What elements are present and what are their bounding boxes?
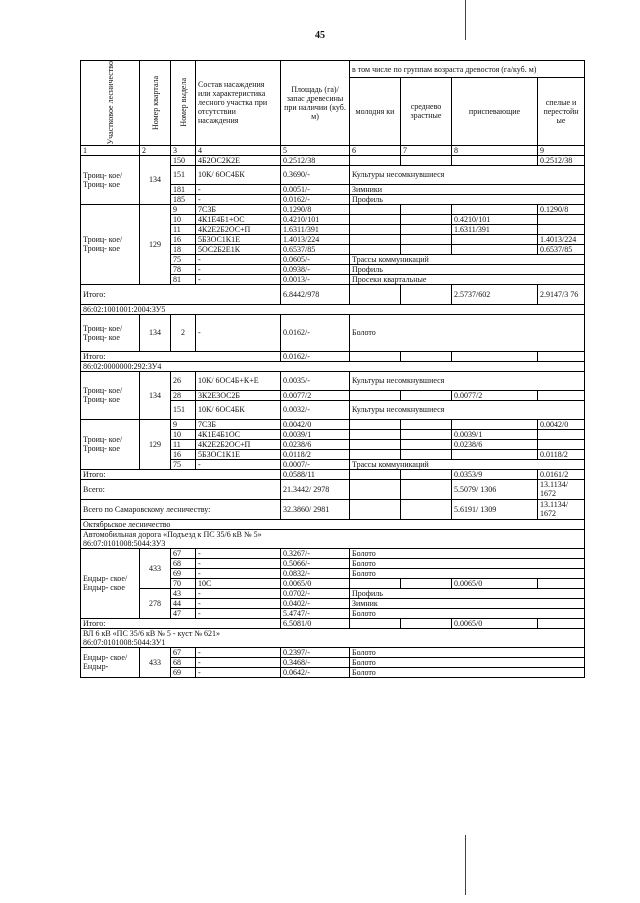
grand-total-area: 21.3442/ 2978 [281, 479, 350, 499]
area-cell: 0.0832/- [281, 568, 350, 578]
area-cell: 0.2397/- [281, 647, 350, 657]
sostav-cell: 4Б2ОС2К2Е [196, 155, 281, 165]
area-cell: 0.2512/38 [281, 155, 350, 165]
kvartal-cell: 134 [140, 314, 171, 351]
area-cell: 0.0007/- [281, 459, 350, 469]
cadastral-number: 86:07:0101008:5044:ЗУ3 [83, 538, 166, 548]
note-cell: Болото [350, 568, 585, 578]
kvartal-cell: 278 [140, 588, 171, 618]
area-cell: 0.6537/85 [281, 244, 350, 254]
vydel-cell: 67 [171, 647, 196, 657]
sostav-cell: - [196, 314, 281, 351]
area-cell: 0.0162/- [281, 314, 350, 351]
forest-plot-table [80, 60, 585, 678]
mature-cell: 0.6537/85 [538, 244, 585, 254]
total-ripening: 2.5737/602 [452, 284, 538, 304]
vydel-cell: 151 [171, 165, 196, 184]
sostav-cell: 10С [196, 578, 281, 588]
header-age-groups: в том числе по группам возраста древостоя (га/куб. м) [350, 61, 585, 78]
ripening-cell: 1.6311/391 [452, 224, 538, 234]
vydel-cell: 69 [171, 568, 196, 578]
total-area: 6.5081/0 [281, 618, 350, 628]
sostav-cell: 4К1Е4Б1+ОС [196, 214, 281, 224]
grand-total-label: Всего: [81, 479, 281, 499]
table-row [81, 647, 585, 657]
vydel-cell: 26 [171, 371, 196, 390]
col-num: 1 [81, 145, 140, 155]
area-cell: 0.5066/- [281, 558, 350, 568]
vydel-cell: 47 [171, 608, 196, 618]
note-cell: Трассы коммуникаций [350, 254, 585, 264]
ripening-cell: 0.0065/0 [452, 578, 538, 588]
vydel-cell: 9 [171, 419, 196, 429]
header-kvartal: Номер квартала [150, 75, 160, 130]
sostav-cell: 5Б3ОС1К1Е [196, 449, 281, 459]
lesnichestvo-cell: Троиц- кое/ Троиц- кое [81, 155, 140, 204]
note-cell: Трассы коммуникаций [350, 459, 585, 469]
vydel-cell: 185 [171, 194, 196, 204]
lesnichestvo-cell: Троиц- кое/ Троиц- кое [81, 314, 140, 351]
area-cell: 0.0051/- [281, 184, 350, 194]
sostav-cell: 4К1Е4Б1ОС [196, 429, 281, 439]
kvartal-cell: 433 [140, 647, 171, 677]
col-num: 4 [196, 145, 281, 155]
sostav-cell: - [196, 194, 281, 204]
note-cell: Просеки квартальные [350, 274, 585, 284]
area-cell: 0.0039/1 [281, 429, 350, 439]
forestry-total-ripening: 5.6191/ 1309 [452, 499, 538, 519]
header-vydel: Номер выдела [178, 78, 188, 128]
forestry-total-label: Всего по Самаровскому лесничеству: [81, 499, 281, 519]
area-cell: 0.0065/0 [281, 578, 350, 588]
cadastral-number: 86:07:0101008:5044:ЗУ1 [83, 637, 166, 647]
table-row [81, 155, 585, 165]
table-row [81, 419, 585, 429]
sostav-cell: - [196, 608, 281, 618]
note-cell: Культуры несомкнувшиеся [350, 400, 585, 419]
sostav-cell: 7С3Б [196, 419, 281, 429]
forestry-total-area: 32.3860/ 2981 [281, 499, 350, 519]
table-row [81, 548, 585, 558]
vydel-cell: 67 [171, 548, 196, 558]
area-cell: 0.0013/- [281, 274, 350, 284]
sostav-cell: 10К/ 6ОС4Б+К+Е [196, 371, 281, 390]
vydel-cell: 69 [171, 667, 196, 677]
ripening-cell: 0.0039/1 [452, 429, 538, 439]
area-cell: 0.0035/- [281, 371, 350, 390]
scan-mark [465, 835, 466, 895]
object-row [81, 628, 585, 647]
total-label: Итого: [81, 469, 281, 479]
note-cell: Культуры несомкнувшиеся [350, 371, 585, 390]
area-cell: 0.0238/6 [281, 439, 350, 449]
col-num: 9 [538, 145, 585, 155]
area-cell: 0.0162/- [281, 194, 350, 204]
total-label: Итого: [81, 284, 281, 304]
kvartal-cell: 129 [140, 419, 171, 469]
header-mature: спелые и перестойн ые [538, 78, 585, 146]
note-cell: Профиль [350, 194, 585, 204]
object-name: Автомобильная дорога «Подъезд к ПС 35/6 кВ № 5» [83, 529, 262, 539]
lesnichestvo-cell: Ендыр- ское/ Ендыр- ское [81, 548, 140, 618]
area-cell: 0.3690/- [281, 165, 350, 184]
vydel-cell: 10 [171, 214, 196, 224]
total-label: Итого: [81, 618, 281, 628]
vydel-cell: 44 [171, 598, 196, 608]
vydel-cell: 43 [171, 588, 196, 598]
total-row [81, 284, 585, 304]
total-row [81, 469, 585, 479]
note-cell: Профиль [350, 588, 585, 598]
vydel-cell: 9 [171, 204, 196, 214]
total-ripening: 0.0353/9 [452, 469, 538, 479]
sostav-cell: - [196, 274, 281, 284]
kvartal-cell: 433 [140, 548, 171, 588]
ripening-cell: 0.0077/2 [452, 390, 538, 400]
area-cell: 1.4013/224 [281, 234, 350, 244]
area-cell: 0.3468/- [281, 657, 350, 667]
sostav-cell: 5Б3ОС1К1Е [196, 234, 281, 244]
vydel-cell: 11 [171, 224, 196, 234]
vydel-cell: 68 [171, 657, 196, 667]
header-young: молодня ки [350, 78, 401, 146]
header-sostav: Состав насаждения или характеристика лесного участка при отсутствии насаждения [196, 61, 281, 146]
page-number: 45 [315, 30, 325, 41]
total-row [81, 618, 585, 628]
area-cell: 0.0032/- [281, 400, 350, 419]
grand-total-ripening: 5.5079/ 1306 [452, 479, 538, 499]
header-lesnichestvo: Участковое лесничество [105, 61, 115, 145]
area-cell: 0.0077/2 [281, 390, 350, 400]
total-ripening: 0.0065/0 [452, 618, 538, 628]
col-num: 7 [401, 145, 452, 155]
sostav-cell: - [196, 548, 281, 558]
mature-cell: 0.2512/38 [538, 155, 585, 165]
grand-total-row [81, 479, 585, 499]
note-cell: Болото [350, 657, 585, 667]
note-cell: Болото [350, 314, 585, 351]
area-cell: 0.1290/8 [281, 204, 350, 214]
sostav-cell: - [196, 657, 281, 667]
lesnichestvo-cell: Троиц- кое/ Троиц- кое [81, 204, 140, 284]
sostav-cell: - [196, 264, 281, 274]
header-ripening: приспевающие [452, 78, 538, 146]
sostav-cell: 10К/ 6ОС4БК [196, 165, 281, 184]
note-cell: Зимники [350, 184, 585, 194]
forestry-total-mature: 13.1134/ 1672 [538, 499, 585, 519]
table-row [81, 204, 585, 214]
vydel-cell: 78 [171, 264, 196, 274]
note-cell: Профиль [350, 264, 585, 274]
area-cell: 0.0042/0 [281, 419, 350, 429]
vydel-cell: 68 [171, 558, 196, 568]
sostav-cell: - [196, 558, 281, 568]
area-cell: 5.4747/- [281, 608, 350, 618]
kvartal-cell: 134 [140, 371, 171, 419]
forestry-title: Октябрьское лесничество [81, 519, 585, 529]
col-num: 3 [171, 145, 196, 155]
area-cell: 0.0605/- [281, 254, 350, 264]
total-row [81, 351, 585, 361]
kvartal-cell: 134 [140, 155, 171, 204]
vydel-cell: 16 [171, 449, 196, 459]
note-cell: Зимник [350, 598, 585, 608]
object-cell [81, 529, 585, 548]
lesnichestvo-cell: Ендыр- ское/ Ендыр- [81, 647, 140, 677]
header-middle: среднево зрастные [401, 78, 452, 146]
vydel-cell: 28 [171, 390, 196, 400]
cadastral-number: 86:02:1001001:2004:ЗУ5 [81, 304, 585, 314]
vydel-cell: 181 [171, 184, 196, 194]
object-name: ВЛ 6 кВ «ПС 35/6 кВ № 5 - куст № 621» [83, 628, 220, 638]
sostav-cell: 4К2Е2Б2ОС+П [196, 439, 281, 449]
vydel-cell: 2 [171, 314, 196, 351]
header-row [81, 61, 585, 78]
forestry-total-row [81, 499, 585, 519]
vydel-cell: 18 [171, 244, 196, 254]
sostav-cell: - [196, 598, 281, 608]
table-row [81, 588, 585, 598]
note-cell: Культуры несомкнувшиеся [350, 165, 585, 184]
vydel-cell: 75 [171, 459, 196, 469]
vydel-cell: 150 [171, 155, 196, 165]
cadastral-row [81, 304, 585, 314]
col-num: 6 [350, 145, 401, 155]
sostav-cell: - [196, 254, 281, 264]
cadastral-number: 86:02:0000000:292:ЗУ4 [81, 361, 585, 371]
area-cell: 0.0938/- [281, 264, 350, 274]
mature-cell: 1.4013/224 [538, 234, 585, 244]
cadastral-row [81, 361, 585, 371]
vydel-cell: 81 [171, 274, 196, 284]
sostav-cell: 5ОС2Б2Е1К [196, 244, 281, 254]
sostav-cell: 7С3Б [196, 204, 281, 214]
total-label: Итого: [81, 351, 281, 361]
note-cell: Болото [350, 558, 585, 568]
vydel-cell: 70 [171, 578, 196, 588]
col-num: 8 [452, 145, 538, 155]
total-mature: 0.0161/2 [538, 469, 585, 479]
sostav-cell: - [196, 459, 281, 469]
area-cell: 0.0402/- [281, 598, 350, 608]
vydel-cell: 11 [171, 439, 196, 449]
sostav-cell: 10К/ 6ОС4БК [196, 400, 281, 419]
header-area: Площадь (га)/запас древесины при наличии (куб. м) [281, 61, 350, 146]
vydel-cell: 151 [171, 400, 196, 419]
mature-cell: 0.0118/2 [538, 449, 585, 459]
scan-mark [465, 0, 466, 40]
sostav-cell: 4К2Е2Б2ОС+П [196, 224, 281, 234]
sostav-cell: - [196, 184, 281, 194]
note-cell: Болото [350, 548, 585, 558]
col-num: 2 [140, 145, 171, 155]
ripening-cell: 0.4210/101 [452, 214, 538, 224]
sostav-cell: - [196, 568, 281, 578]
lesnichestvo-cell: Троиц- кое/ Троиц- кое [81, 371, 140, 419]
table-row [81, 314, 585, 351]
lesnichestvo-cell: Троиц- кое/ Троиц- кое [81, 419, 140, 469]
object-row [81, 529, 585, 548]
total-mature: 2.9147/3 76 [538, 284, 585, 304]
note-cell: Болото [350, 667, 585, 677]
vydel-cell: 16 [171, 234, 196, 244]
column-number-row [81, 145, 585, 155]
area-cell: 1.6311/391 [281, 224, 350, 234]
area-cell: 0.0642/- [281, 667, 350, 677]
area-cell: 0.0702/- [281, 588, 350, 598]
sostav-cell: - [196, 588, 281, 598]
table-row [81, 371, 585, 390]
sostav-cell: 3К2Е3ОС2Б [196, 390, 281, 400]
mature-cell: 0.1290/8 [538, 204, 585, 214]
area-cell: 0.4210/101 [281, 214, 350, 224]
col-num: 5 [281, 145, 350, 155]
note-cell: Болото [350, 608, 585, 618]
total-area: 6.8442/978 [281, 284, 350, 304]
sostav-cell: - [196, 667, 281, 677]
ripening-cell: 0.0238/6 [452, 439, 538, 449]
mature-cell: 0.0042/0 [538, 419, 585, 429]
note-cell: Болото [350, 647, 585, 657]
sostav-cell: - [196, 647, 281, 657]
object-cell [81, 628, 585, 647]
kvartal-cell: 129 [140, 204, 171, 284]
area-cell: 0.0118/2 [281, 449, 350, 459]
total-area: 0.0162/- [281, 351, 350, 361]
vydel-cell: 10 [171, 429, 196, 439]
vydel-cell: 75 [171, 254, 196, 264]
total-area: 0.0588/11 [281, 469, 350, 479]
area-cell: 0.3267/- [281, 548, 350, 558]
grand-total-mature: 13.1134/ 1672 [538, 479, 585, 499]
section-title-row [81, 519, 585, 529]
